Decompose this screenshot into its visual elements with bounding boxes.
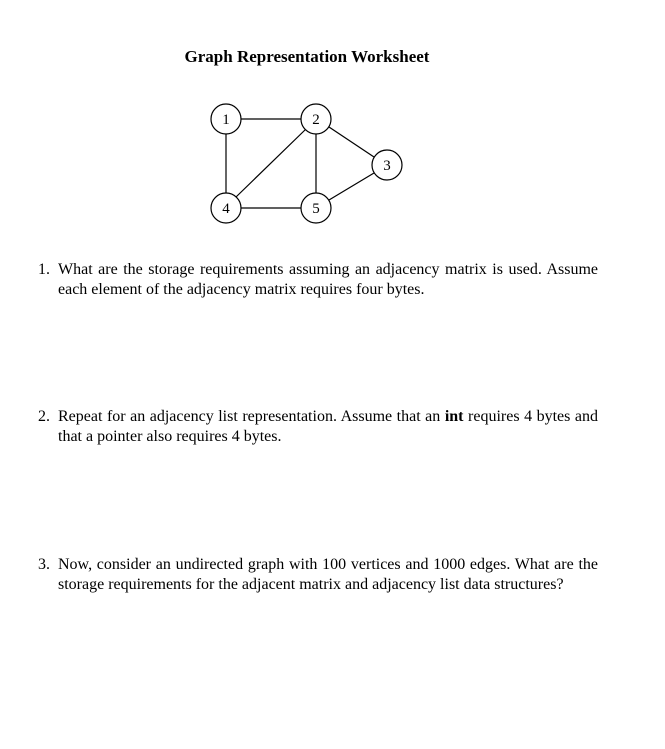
question-1 xyxy=(38,260,598,300)
bold-keyword-int: int xyxy=(444,408,464,425)
edge-2-3 xyxy=(329,127,374,157)
question-text: What are the storage requirements assuming an adjacency matrix is used. Assume each element of the adjacency matrix requires four bytes. xyxy=(58,261,598,298)
question-number: 1. xyxy=(38,261,50,278)
question-number: 3. xyxy=(38,556,50,573)
edge-2-4 xyxy=(236,129,306,197)
edge-5-3 xyxy=(329,173,374,200)
graph-diagram xyxy=(0,0,665,260)
question-text-part: requires 4 bytes and that a pointer also requires 4 bytes. xyxy=(58,408,599,445)
question-2 xyxy=(38,407,598,447)
node-4-label: 4 xyxy=(222,201,230,217)
question-text xyxy=(58,407,598,447)
question-text: Now, consider an undirected graph with 100 vertices and 1000 edges. What are the storage requirements for the adjacent matrix and adjacency list data structures? xyxy=(58,556,598,593)
node-1-label: 1 xyxy=(222,112,230,128)
node-3-label: 3 xyxy=(383,158,391,174)
page-title: Graph Representation Worksheet xyxy=(184,47,430,66)
node-2-label: 2 xyxy=(312,112,320,128)
question-3 xyxy=(38,555,598,595)
question-number: 2. xyxy=(38,408,50,425)
node-5-label: 5 xyxy=(312,201,320,217)
question-text-part: Repeat for an adjacency list representation. Assume that an xyxy=(58,408,445,425)
